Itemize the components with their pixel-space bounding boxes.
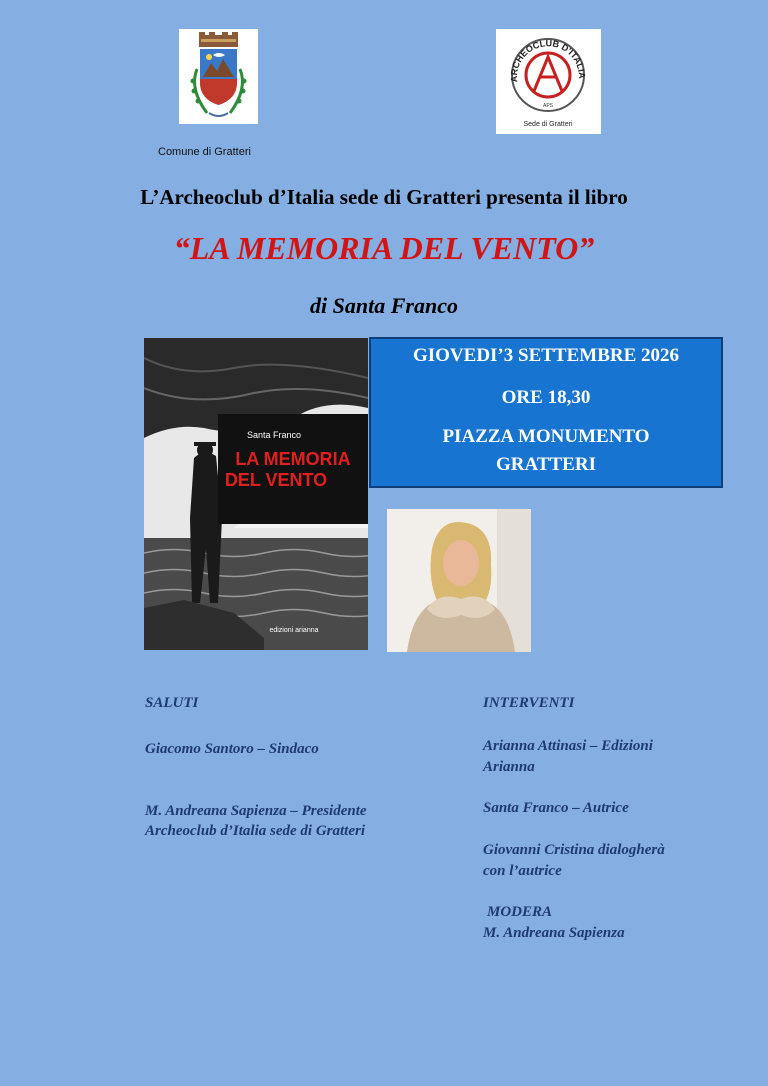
event-place-line2: GRATTERI (496, 454, 596, 475)
author-photo (387, 509, 531, 652)
book-title: “LA MEMORIA DEL VENTO” (173, 230, 595, 266)
book-cover (144, 338, 368, 650)
interventi-item-attinasi-line2: Arianna (483, 759, 535, 775)
event-place-line1: PIAZZA MONUMENTO (442, 426, 650, 447)
cover-author: Santa Franco (246, 430, 302, 440)
interventi-item-attinasi-line1: Arianna Attinasi – Edizioni (483, 738, 653, 754)
event-date: GIOVEDI’3 SETTEMBRE 2026 (412, 345, 680, 366)
interventi-item-cristina-line1: Giovanni Cristina dialogherà (483, 842, 665, 858)
comune-coat-of-arms (179, 29, 258, 124)
saluti-item-presidente-line1: M. Andreana Sapienza – Presidente (145, 803, 367, 819)
presents-heading: L’Archeoclub d’Italia sede di Gratteri presenta il libro (140, 185, 628, 209)
saluti-item-sindaco: Giacomo Santoro – Sindaco (145, 741, 319, 757)
saluti-heading: SALUTI (145, 695, 199, 711)
moderator-name: M. Andreana Sapienza (483, 925, 625, 941)
cover-title-line2: DEL VENTO (224, 470, 328, 490)
club-logo-badge: APS (542, 103, 554, 109)
cover-publisher: edizioni arianna (269, 627, 319, 634)
event-info-box (369, 337, 723, 488)
archeoclub-logo (496, 29, 601, 134)
interventi-item-cristina-line2: con l’autrice (483, 863, 562, 879)
club-logo-ring-text: ARCHEOCLUB D'ITALIA (508, 38, 588, 83)
interventi-heading: INTERVENTI (483, 695, 575, 711)
author-line: di Santa Franco (310, 293, 458, 318)
club-logo-subtitle: Sede di Gratteri (523, 121, 573, 128)
interventi-item-franco: Santa Franco – Autrice (483, 800, 629, 816)
cover-title-line1: LA MEMORIA (235, 449, 351, 469)
comune-label: Comune di Gratteri (158, 146, 251, 158)
saluti-item-presidente-line2: Archeoclub d’Italia sede di Gratteri (145, 823, 365, 839)
event-time: ORE 18,30 (501, 387, 591, 408)
moderator-heading: MODERA (487, 904, 553, 920)
